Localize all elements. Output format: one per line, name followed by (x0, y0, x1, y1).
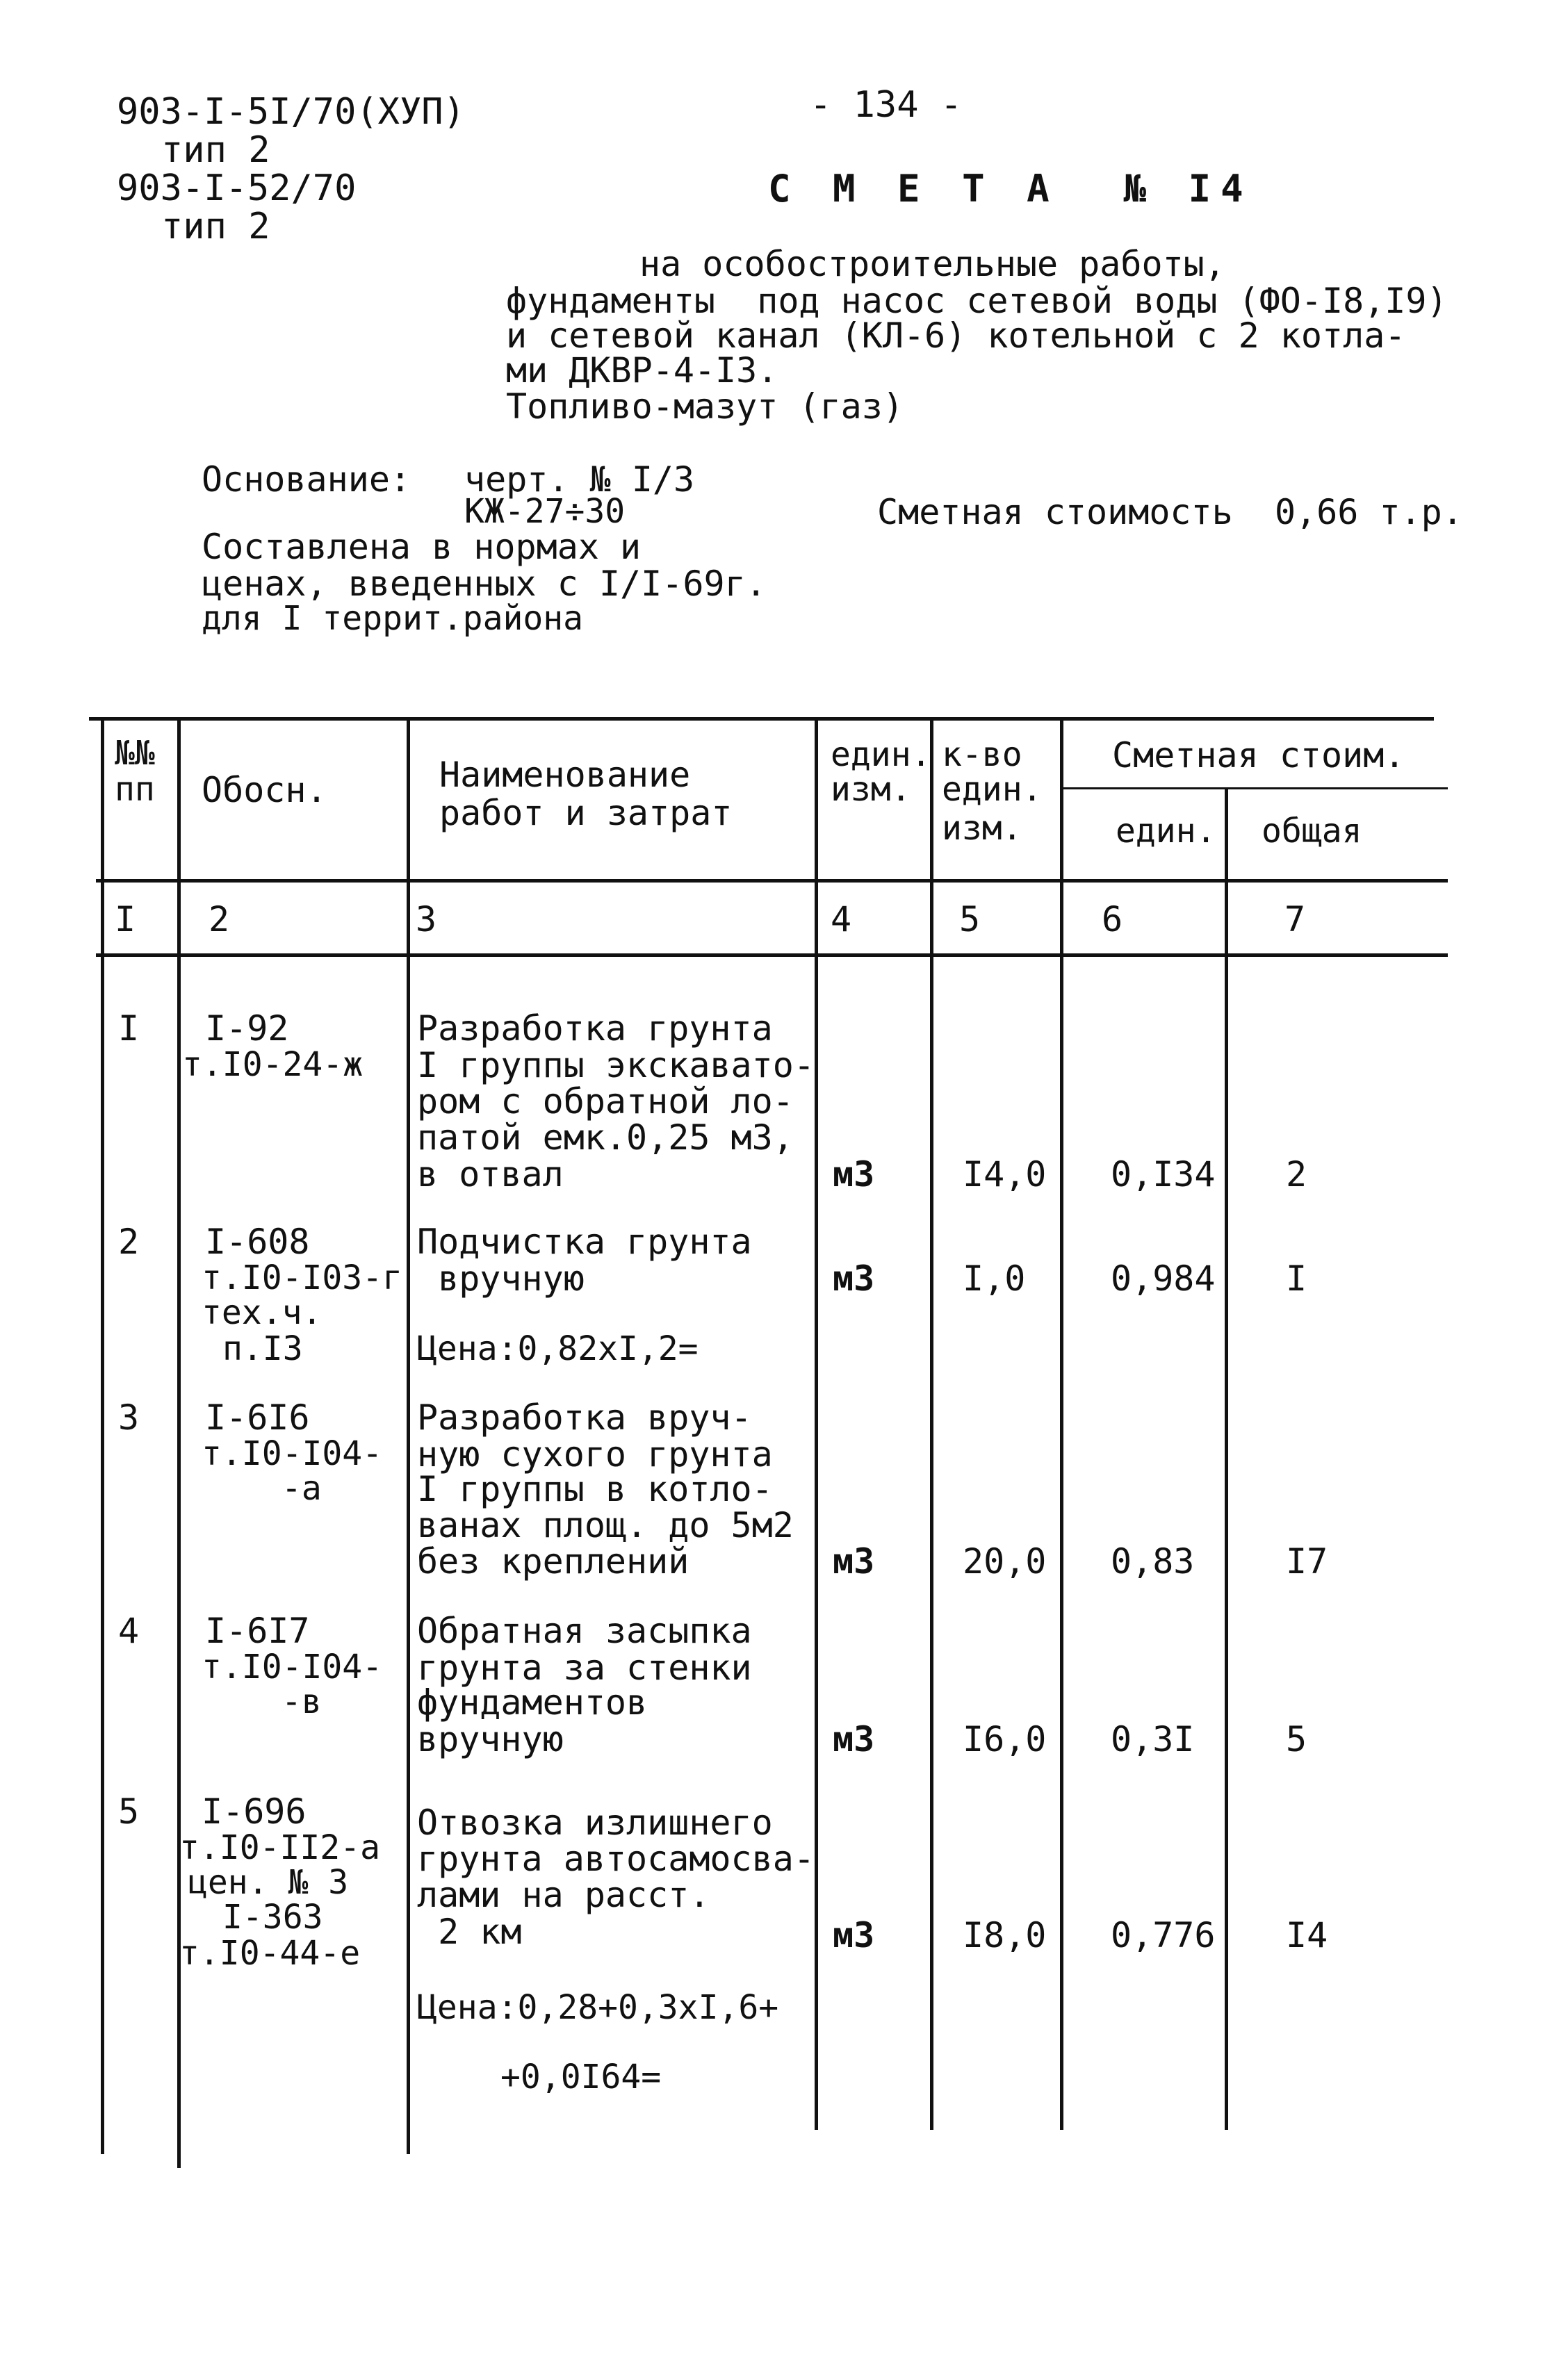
header-num-2: пп (115, 770, 155, 809)
page-number: - 134 - (810, 84, 963, 126)
row-name-line: Отвозка излишнего (417, 1803, 773, 1843)
col-border-5 (1060, 719, 1063, 2130)
row-name-line: ванах площ. до 5м2 (417, 1505, 794, 1545)
row-basis-line: -а (281, 1469, 322, 1508)
header-num-1: №№ (115, 734, 155, 773)
header-qty-1: к-во (942, 735, 1022, 774)
row-total: I (1286, 1258, 1307, 1299)
row-name-line: патой емк.0,25 м3, (417, 1117, 794, 1158)
row-total: I7 (1286, 1541, 1328, 1582)
row-number: 3 (118, 1397, 140, 1438)
row-total: I4 (1286, 1915, 1328, 1955)
row-unit: м3 (833, 1154, 875, 1195)
row-name-line: Обратная засыпка (417, 1611, 752, 1651)
row-price-note: Цена:0,28+0,3хI,6+ (417, 1988, 779, 2027)
header-unit-2: изм. (831, 770, 911, 809)
row-qty: I6,0 (963, 1719, 1047, 1759)
column-number-line (96, 953, 1448, 957)
row-basis-line: I-92 (205, 1008, 289, 1049)
column-number: 3 (416, 899, 437, 939)
description-line-2: фундаменты под насос сетевой воды (ФО-I8,I9) (506, 281, 1448, 321)
row-name-line: лами на расст. (417, 1875, 710, 1915)
header-cost: Сметная стоим. (1112, 735, 1405, 775)
table-top-border (89, 717, 1434, 721)
composed-line-3: для I террит.района (202, 599, 584, 638)
row-basis-line: I-608 (205, 1222, 310, 1262)
project-type-1: тип 2 (161, 129, 270, 171)
row-name-line: I группы в котло- (417, 1469, 773, 1509)
row-price-note: Цена:0,82хI,2= (417, 1329, 699, 1368)
row-name-line: вручную (417, 1719, 564, 1759)
row-basis-line: п.I3 (222, 1329, 303, 1368)
col-border-0 (101, 719, 104, 2154)
row-total: 5 (1286, 1719, 1307, 1759)
description-line-1: на особостроительные работы, (639, 244, 1225, 284)
column-number: 2 (209, 899, 230, 939)
cost-subheader-line (1062, 787, 1448, 789)
row-name-line: I группы экскавато- (417, 1045, 815, 1085)
row-name-line: грунта автосамосва- (417, 1839, 815, 1879)
row-basis-line: I-6I6 (205, 1397, 310, 1438)
row-basis-line: I-6I7 (205, 1611, 310, 1651)
row-unit-price: 0,I34 (1111, 1154, 1216, 1195)
column-number: I (115, 899, 136, 939)
row-qty: 20,0 (963, 1541, 1047, 1582)
row-unit-price: 0,984 (1111, 1258, 1216, 1299)
row-name-line: ром с обратной ло- (417, 1081, 794, 1122)
estimated-cost: Сметная стоимость 0,66 т.р. (877, 492, 1463, 532)
row-number: 5 (118, 1791, 140, 1832)
header-basis: Обосн. (202, 770, 327, 810)
row-basis-line: тех.ч. (202, 1293, 323, 1332)
project-code-2: 903-I-52/70 (117, 167, 357, 209)
row-unit: м3 (833, 1915, 875, 1955)
row-basis-line: т.I0-44-е (179, 1934, 361, 1973)
row-name-line: 2 км (417, 1912, 522, 1952)
basis-drawing: черт. № I/3 (464, 459, 695, 500)
row-unit-price: 0,83 (1111, 1541, 1195, 1582)
row-unit: м3 (833, 1541, 875, 1582)
row-basis-line: цен. № 3 (188, 1863, 349, 1902)
row-name-line: в отвал (417, 1154, 564, 1195)
row-number: 4 (118, 1611, 140, 1651)
description-line-3: и сетевой канал (КЛ-6) котельной с 2 котла- (506, 315, 1406, 356)
col-border-3 (815, 719, 818, 2130)
row-basis-line: т.I0-I04- (202, 1434, 383, 1473)
row-name-line: Разработка грунта (417, 1008, 773, 1049)
row-basis-line: т.I0-II2-а (179, 1828, 380, 1867)
row-basis-line: т.I0-I04- (202, 1648, 383, 1686)
row-name-line: ную сухого грунта (417, 1434, 773, 1475)
row-basis-line: -в (281, 1682, 322, 1721)
header-qty-2: един. (942, 770, 1043, 809)
document-title: С М Е Т А № I4 (768, 167, 1253, 211)
header-name-1: Наименование (439, 755, 691, 795)
project-type-2: тип 2 (161, 206, 270, 247)
col-border-2 (407, 719, 410, 2154)
row-qty: I,0 (963, 1258, 1026, 1299)
col-border-4 (930, 719, 933, 2130)
col-border-6 (1225, 789, 1228, 2130)
row-unit: м3 (833, 1258, 875, 1299)
row-unit-price: 0,776 (1111, 1915, 1216, 1955)
description-line-5: Топливо-мазут (газ) (506, 386, 904, 427)
column-number: 5 (959, 899, 981, 939)
project-code-1: 903-I-5I/70(XУП) (117, 91, 465, 133)
header-bottom-line (96, 879, 1448, 883)
row-basis-line: I-363 (222, 1898, 323, 1937)
basis-label: Основание: (202, 459, 411, 500)
description-line-4: ми ДКВР-4-I3. (506, 350, 778, 391)
header-unit-1: един. (831, 735, 931, 774)
column-number: 6 (1102, 899, 1123, 939)
composed-line-1: Составлена в нормах и (202, 527, 642, 567)
column-number: 7 (1284, 899, 1306, 939)
row-basis-line: I-696 (202, 1791, 307, 1832)
composed-line-2: ценах, введенных с I/I-69г. (202, 564, 767, 604)
row-name-line: фундаментов (417, 1682, 648, 1723)
column-number: 4 (831, 899, 852, 939)
header-cost-unit: един. (1116, 812, 1216, 851)
row-name-line: грунта за стенки (417, 1648, 752, 1688)
row-qty: I4,0 (963, 1154, 1047, 1195)
row-number: I (118, 1008, 140, 1049)
row-qty: I8,0 (963, 1915, 1047, 1955)
row-unit: м3 (833, 1719, 875, 1759)
row-name-line: Подчистка грунта (417, 1222, 752, 1262)
row-basis-line: т.I0-24-ж (182, 1045, 364, 1084)
header-cost-total: общая (1262, 812, 1362, 851)
header-qty-3: изм. (942, 809, 1022, 848)
row-name-line: без креплений (417, 1541, 689, 1582)
row-name-line: вручную (417, 1258, 585, 1299)
row-unit-price: 0,3I (1111, 1719, 1195, 1759)
row-price-note-continued: +0,0I64= (500, 2058, 662, 2096)
basis-sheets: КЖ-27÷30 (464, 492, 626, 531)
row-basis-line: т.I0-I03-г (202, 1258, 402, 1297)
row-name-line: Разработка вруч- (417, 1397, 752, 1438)
row-total: 2 (1286, 1154, 1307, 1195)
header-name-2: работ и затрат (439, 793, 733, 833)
row-number: 2 (118, 1222, 140, 1262)
